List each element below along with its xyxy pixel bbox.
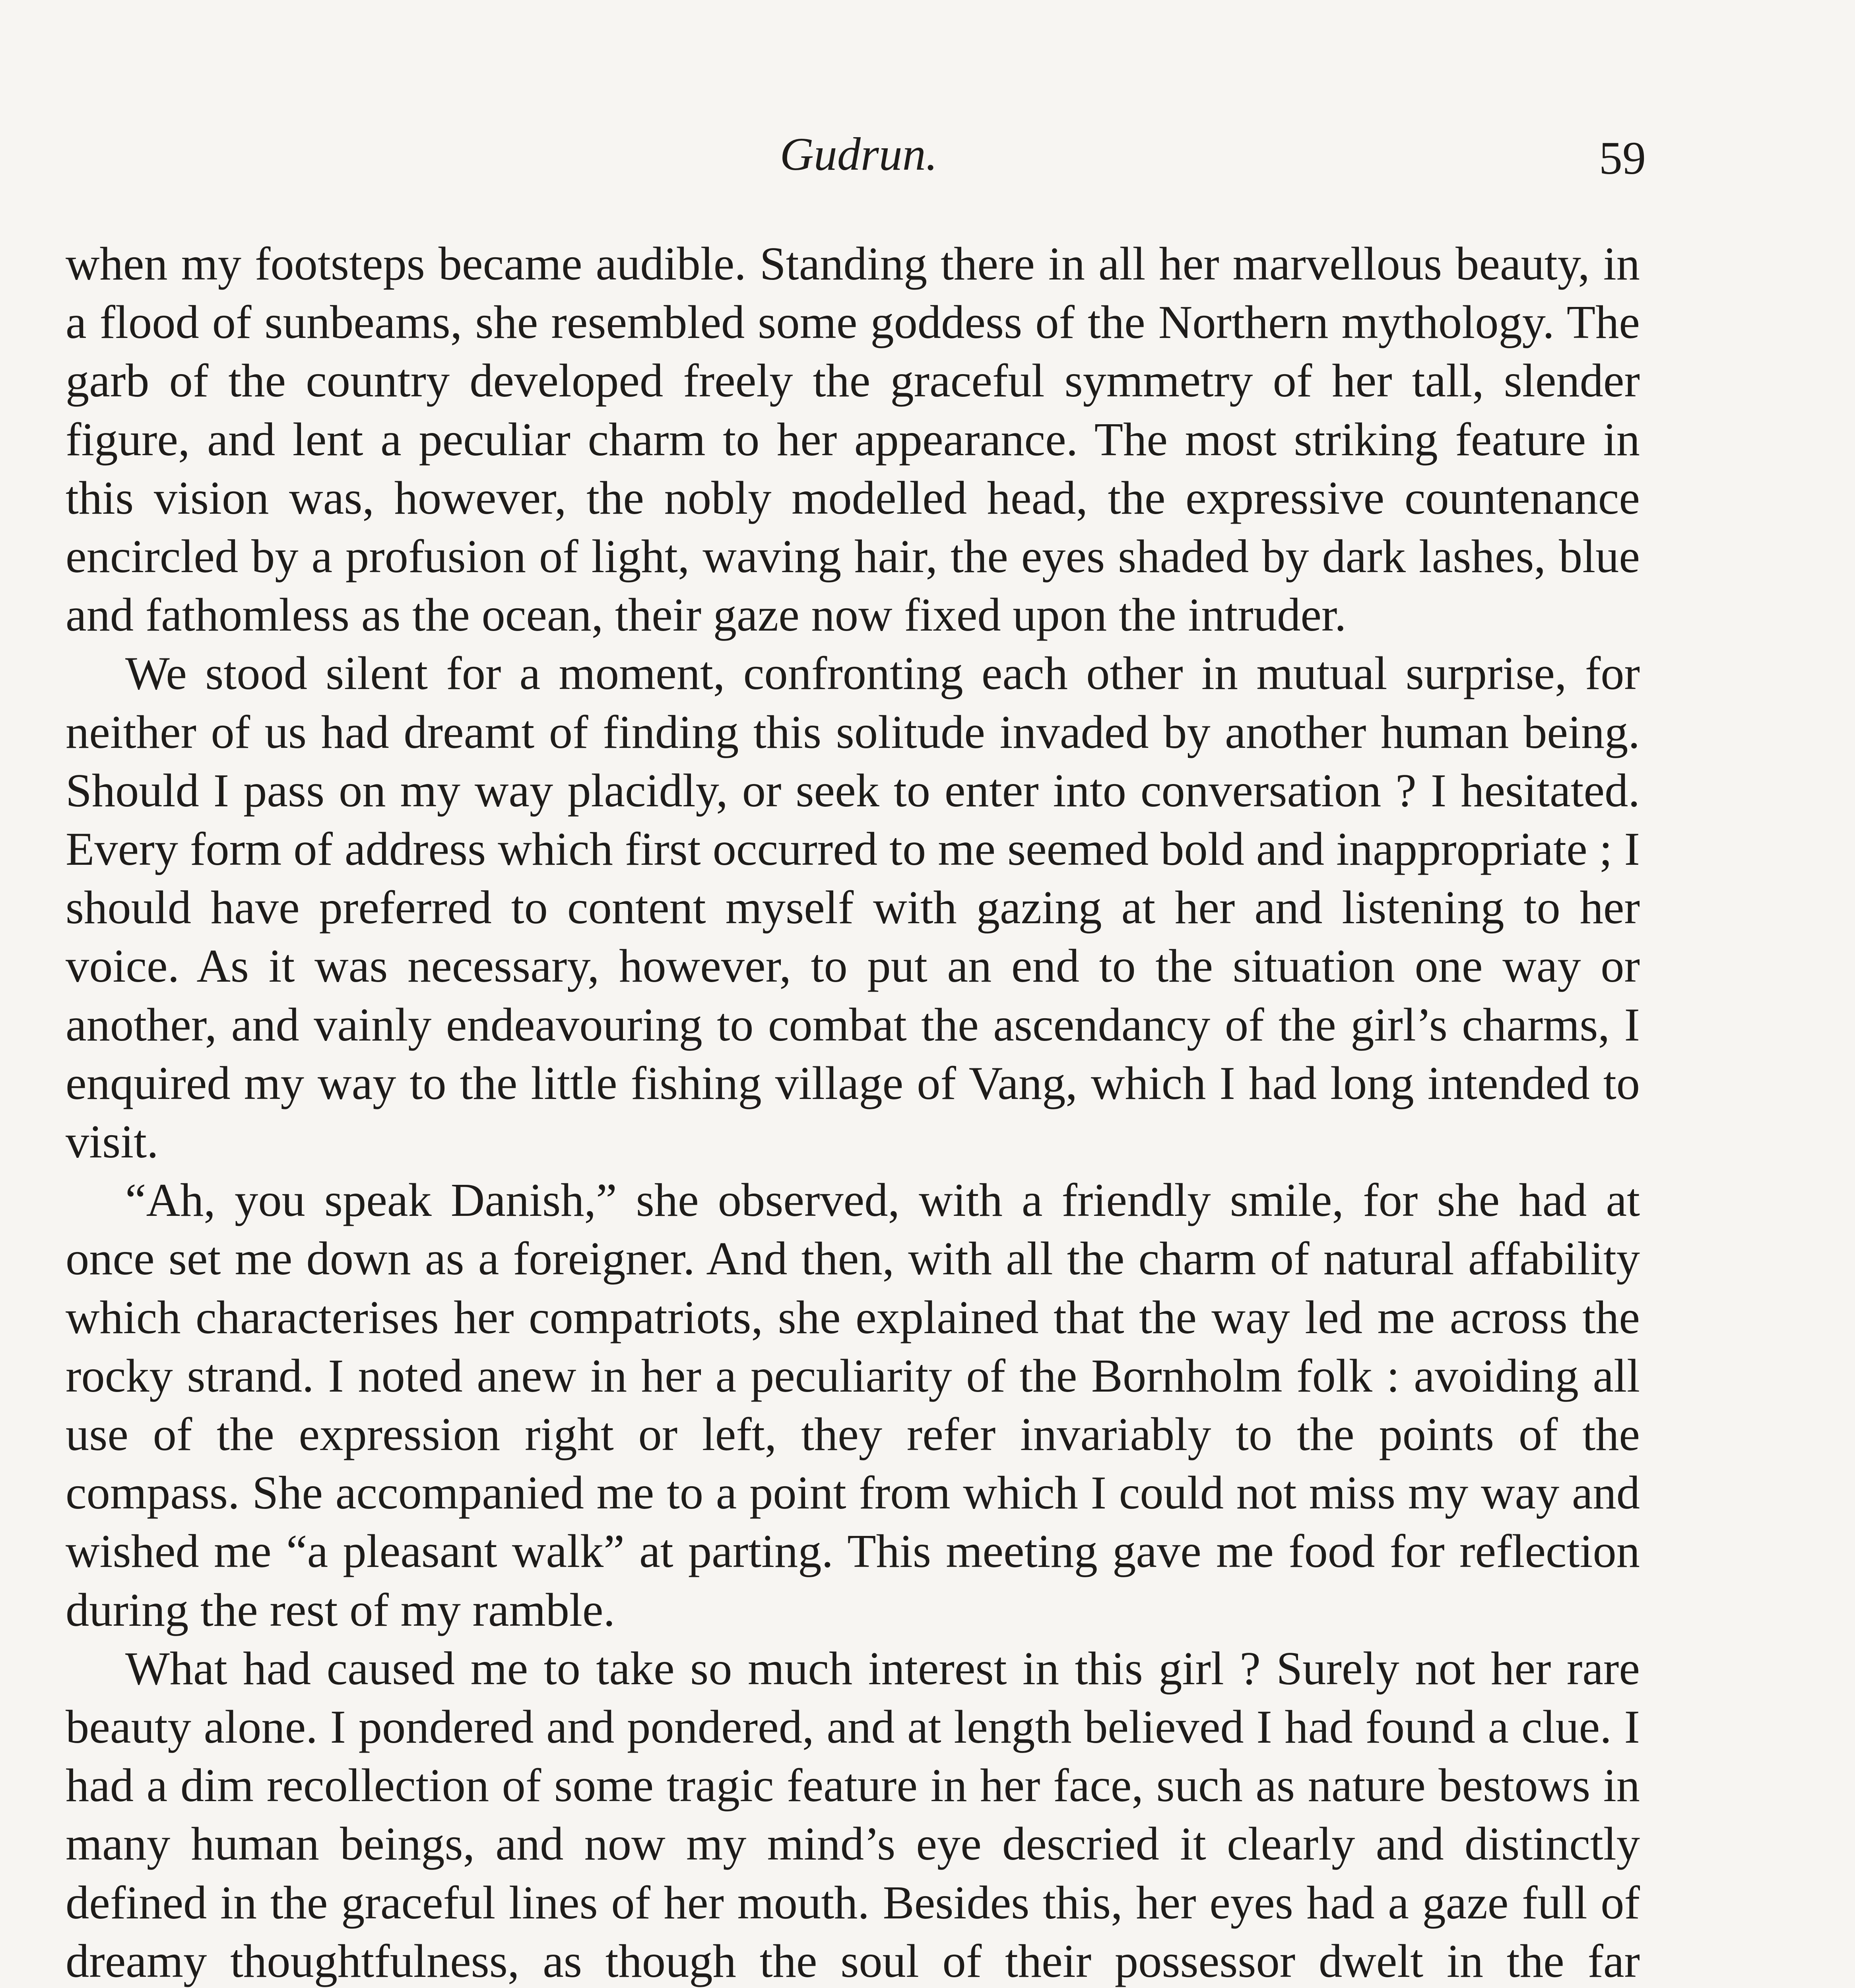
running-title: Gudrun. xyxy=(780,128,938,180)
paragraph-1: when my footsteps became audible. Standing there in all her marvellous beauty, in a flood of sunbeams, she resembled some goddess of the Northern mythology. The garb of the country developed freely the graceful symmetry of her tall, slender figure, and lent a peculiar charm to her appearance. The most striking feature in this vision was, however, the nobly modelled head, the expressive countenance encircled by a profusion of light, waving hair, the eyes shaded by dark lashes, blue and fathomless as the ocean, their gaze now fixed upon the intruder. xyxy=(66,237,1640,641)
paragraph-3: “Ah, you speak Danish,” she observed, with a friendly smile, for she had at once set me down as a foreigner. And then, with all the charm of natural affability which characterises her compatriots, she explained that the way led me across the rocky strand. I noted anew in her a peculiarity of the Bornholm folk : avoiding all use of the expression right or left, they refer invariably to the points of the compass. She accompanied me to a point from which I could not miss my way and wished me “a pleasant walk” at parting. This meeting gave me food for reflection during the rest of my ramble. xyxy=(66,1174,1640,1636)
body-text xyxy=(66,235,1640,1988)
page-header xyxy=(72,119,1646,199)
paragraph-4: What had caused me to take so much interest in this girl ? Surely not her rare beauty alone. I pondered and pondered, and at length believed I had found a clue. I had a dim recollection of some tragic feature in her face, such as nature bestows in many human beings, and now my mind’s eye descried it clearly and distinctly defined in the graceful lines of her mouth. Besides this, her eyes had a gaze full of dreamy thoughtfulness, as though the soul of their possessor dwelt in the far xyxy=(66,1642,1640,1987)
page-number: 59 xyxy=(1599,132,1646,184)
paragraph-2: We stood silent for a moment, confronting each other in mutual surprise, for neither of us had dreamt of finding this solitude invaded by another human being. Should I pass on my way placidly, or seek to enter into conversation ? I hesitated. Every form of address which first occurred to me seemed bold and inappropriate ; I should have preferred to content myself with gazing at her and listening to her voice. As it was necessary, however, to put an end to the situation one way or another, and vainly endeavouring to combat the ascendancy of the girl’s charms, I enquired my way to the little fishing village of Vang, which I had long intended to visit. xyxy=(66,647,1640,1168)
